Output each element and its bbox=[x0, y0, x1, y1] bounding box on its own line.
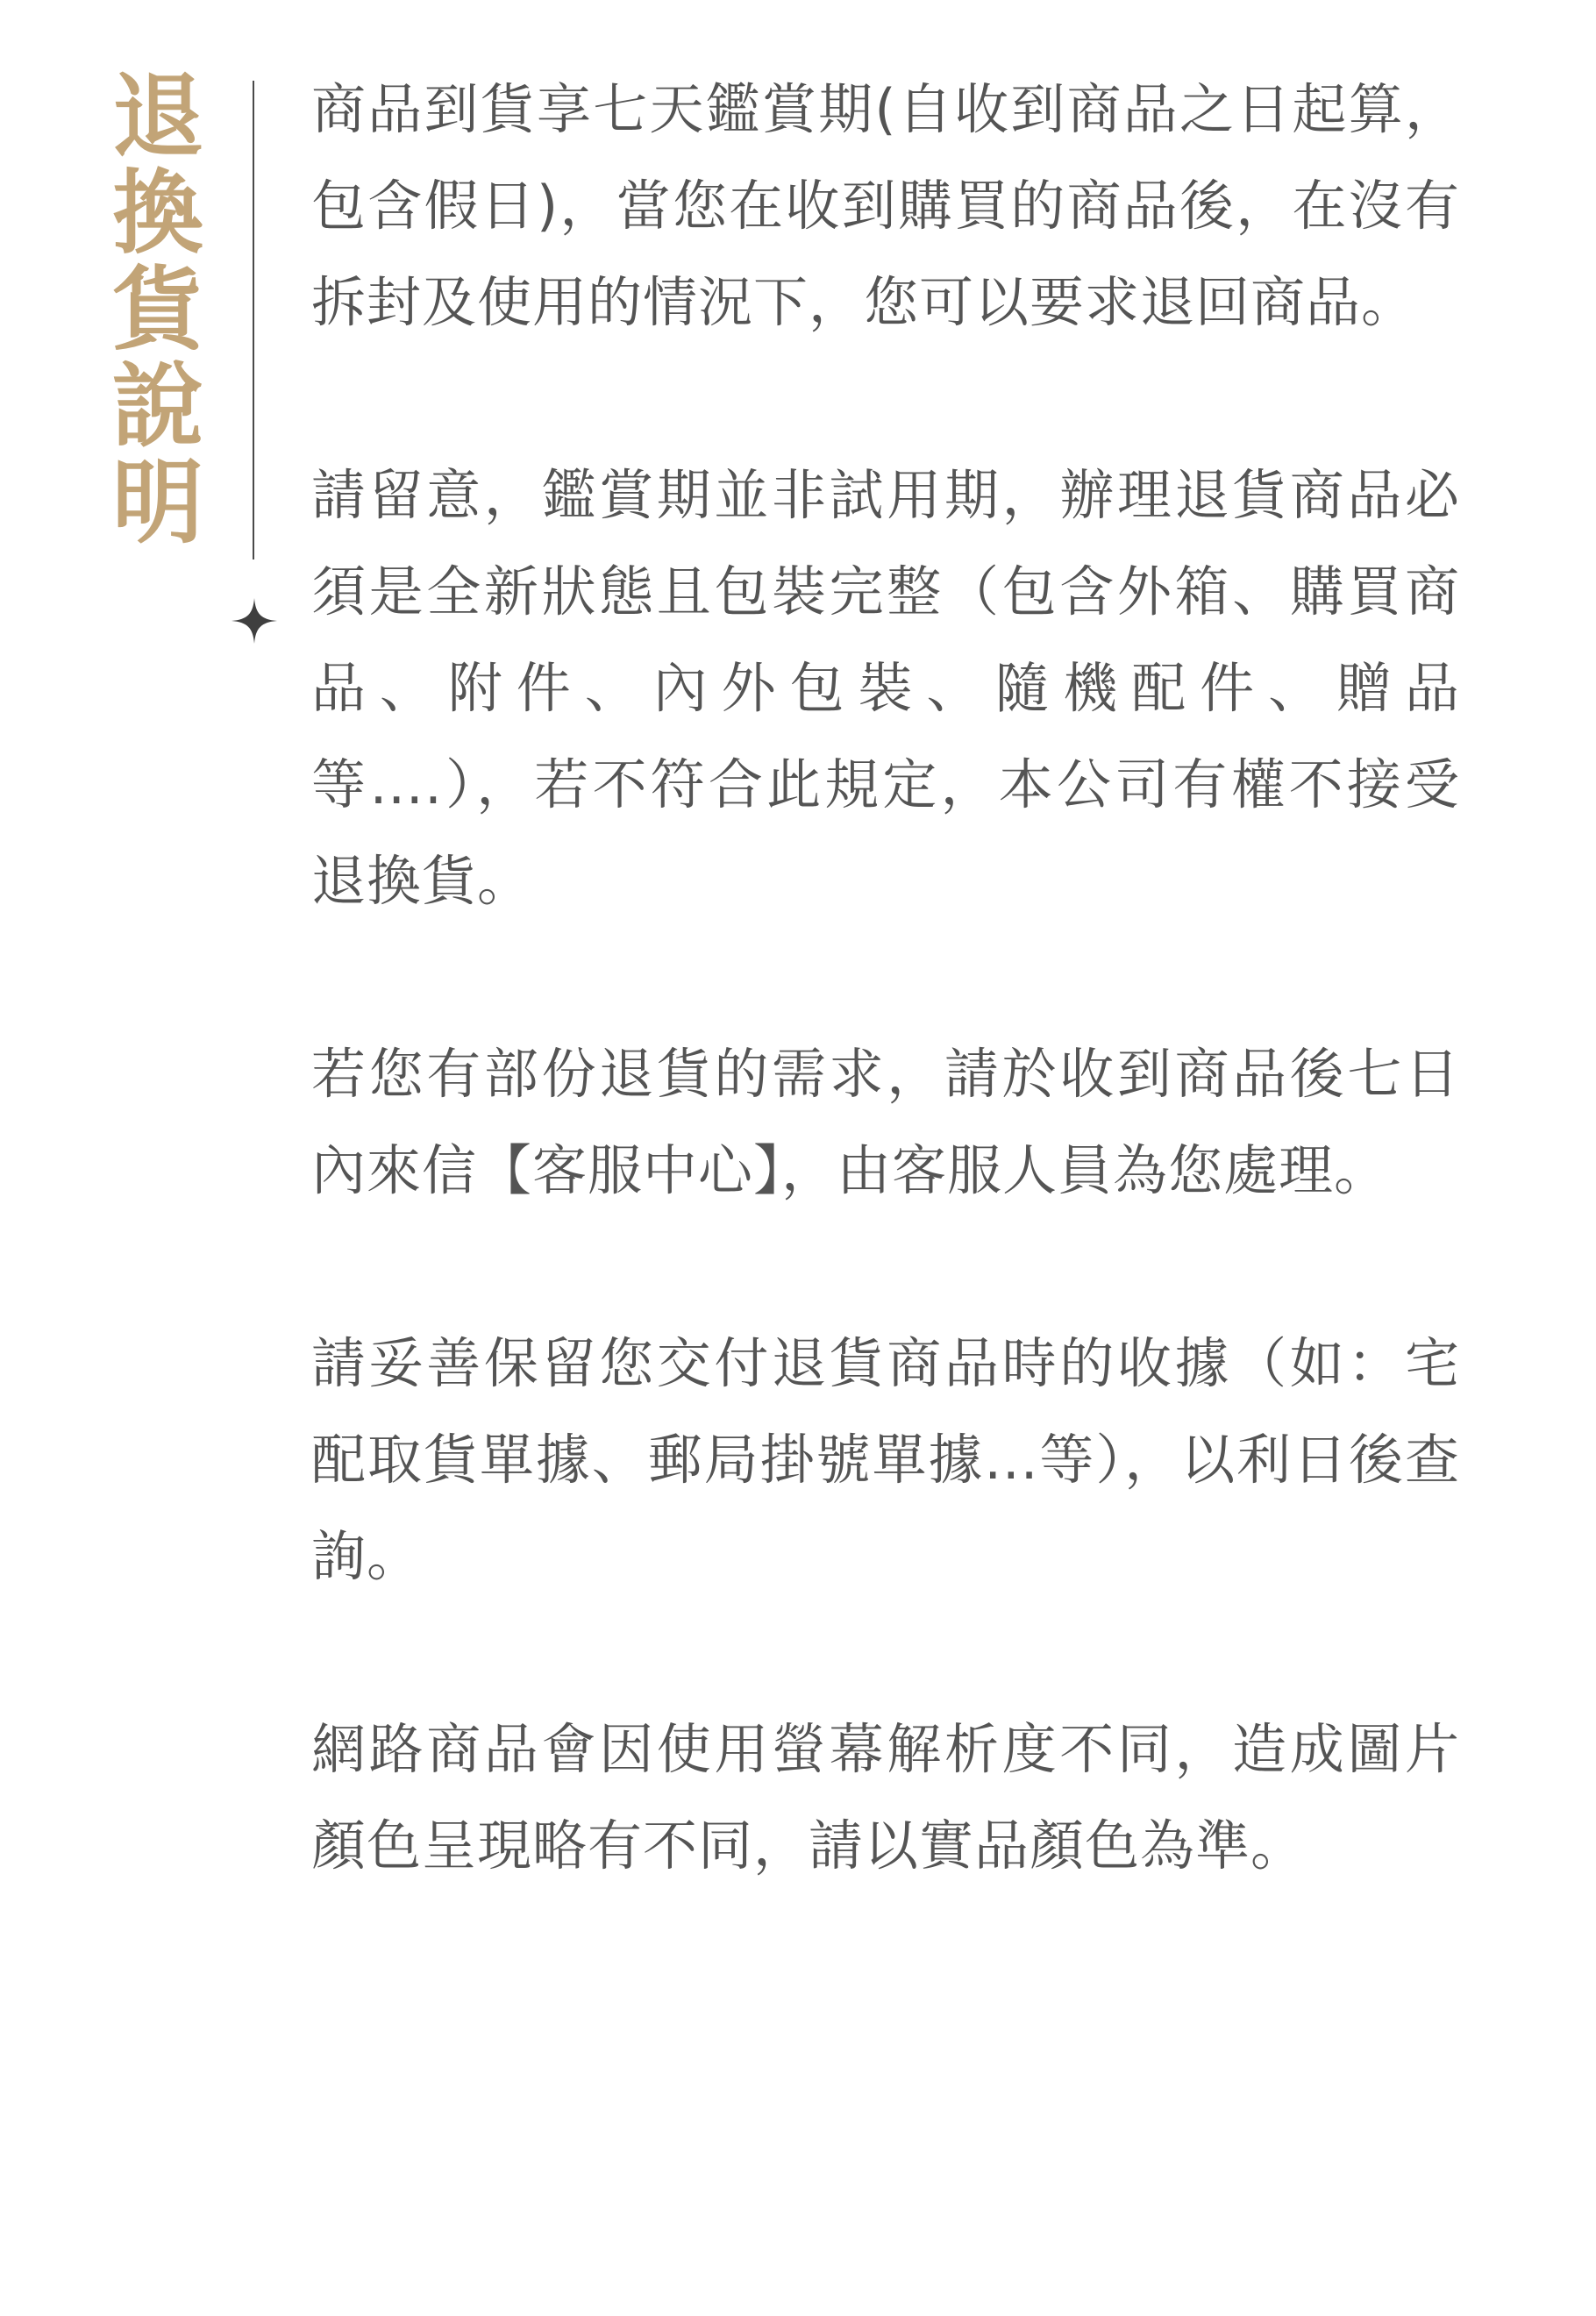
policy-paragraph-partial-return: 若您有部份退貨的需求，請於收到商品後七日內來信【客服中心】，由客服人員為您處理。 bbox=[311, 1042, 1460, 1202]
section-title bbox=[105, 62, 210, 556]
title-char: 貨 bbox=[111, 255, 203, 363]
title-char: 說 bbox=[111, 352, 203, 460]
policy-paragraph-keep-receipt: 請妥善保留您交付退貨商品時的收據（如：宅配取貨單據、郵局掛號單據...等），以利日後查詢。 bbox=[311, 1331, 1460, 1588]
title-char: 明 bbox=[111, 448, 203, 556]
policy-paragraph-color-note: 網路商品會因使用螢幕解析度不同，造成圖片顏色呈現略有不同，請以實品顏色為準。 bbox=[311, 1717, 1460, 1878]
policy-paragraph-return-condition: 請留意，鑑賞期並非試用期，辦理退貨商品必須是全新狀態且包裝完整（包含外箱、購買商品、附件、內外包裝、隨機配件、贈品等….），若不符合此規定，本公司有權不接受退換貨。 bbox=[311, 463, 1460, 913]
policy-content bbox=[311, 61, 1460, 1894]
sparkle-icon bbox=[230, 596, 279, 645]
title-char: 退 bbox=[111, 62, 203, 170]
title-char: 換 bbox=[111, 159, 203, 267]
policy-paragraph-appreciation-period: 商品到貨享七天鑑賞期(自收到商品之日起算，包含假日)，當您在收到購買的商品後，在沒有拆封及使用的情況下，您可以要求退回商品。 bbox=[311, 77, 1460, 334]
vertical-divider bbox=[253, 81, 254, 559]
